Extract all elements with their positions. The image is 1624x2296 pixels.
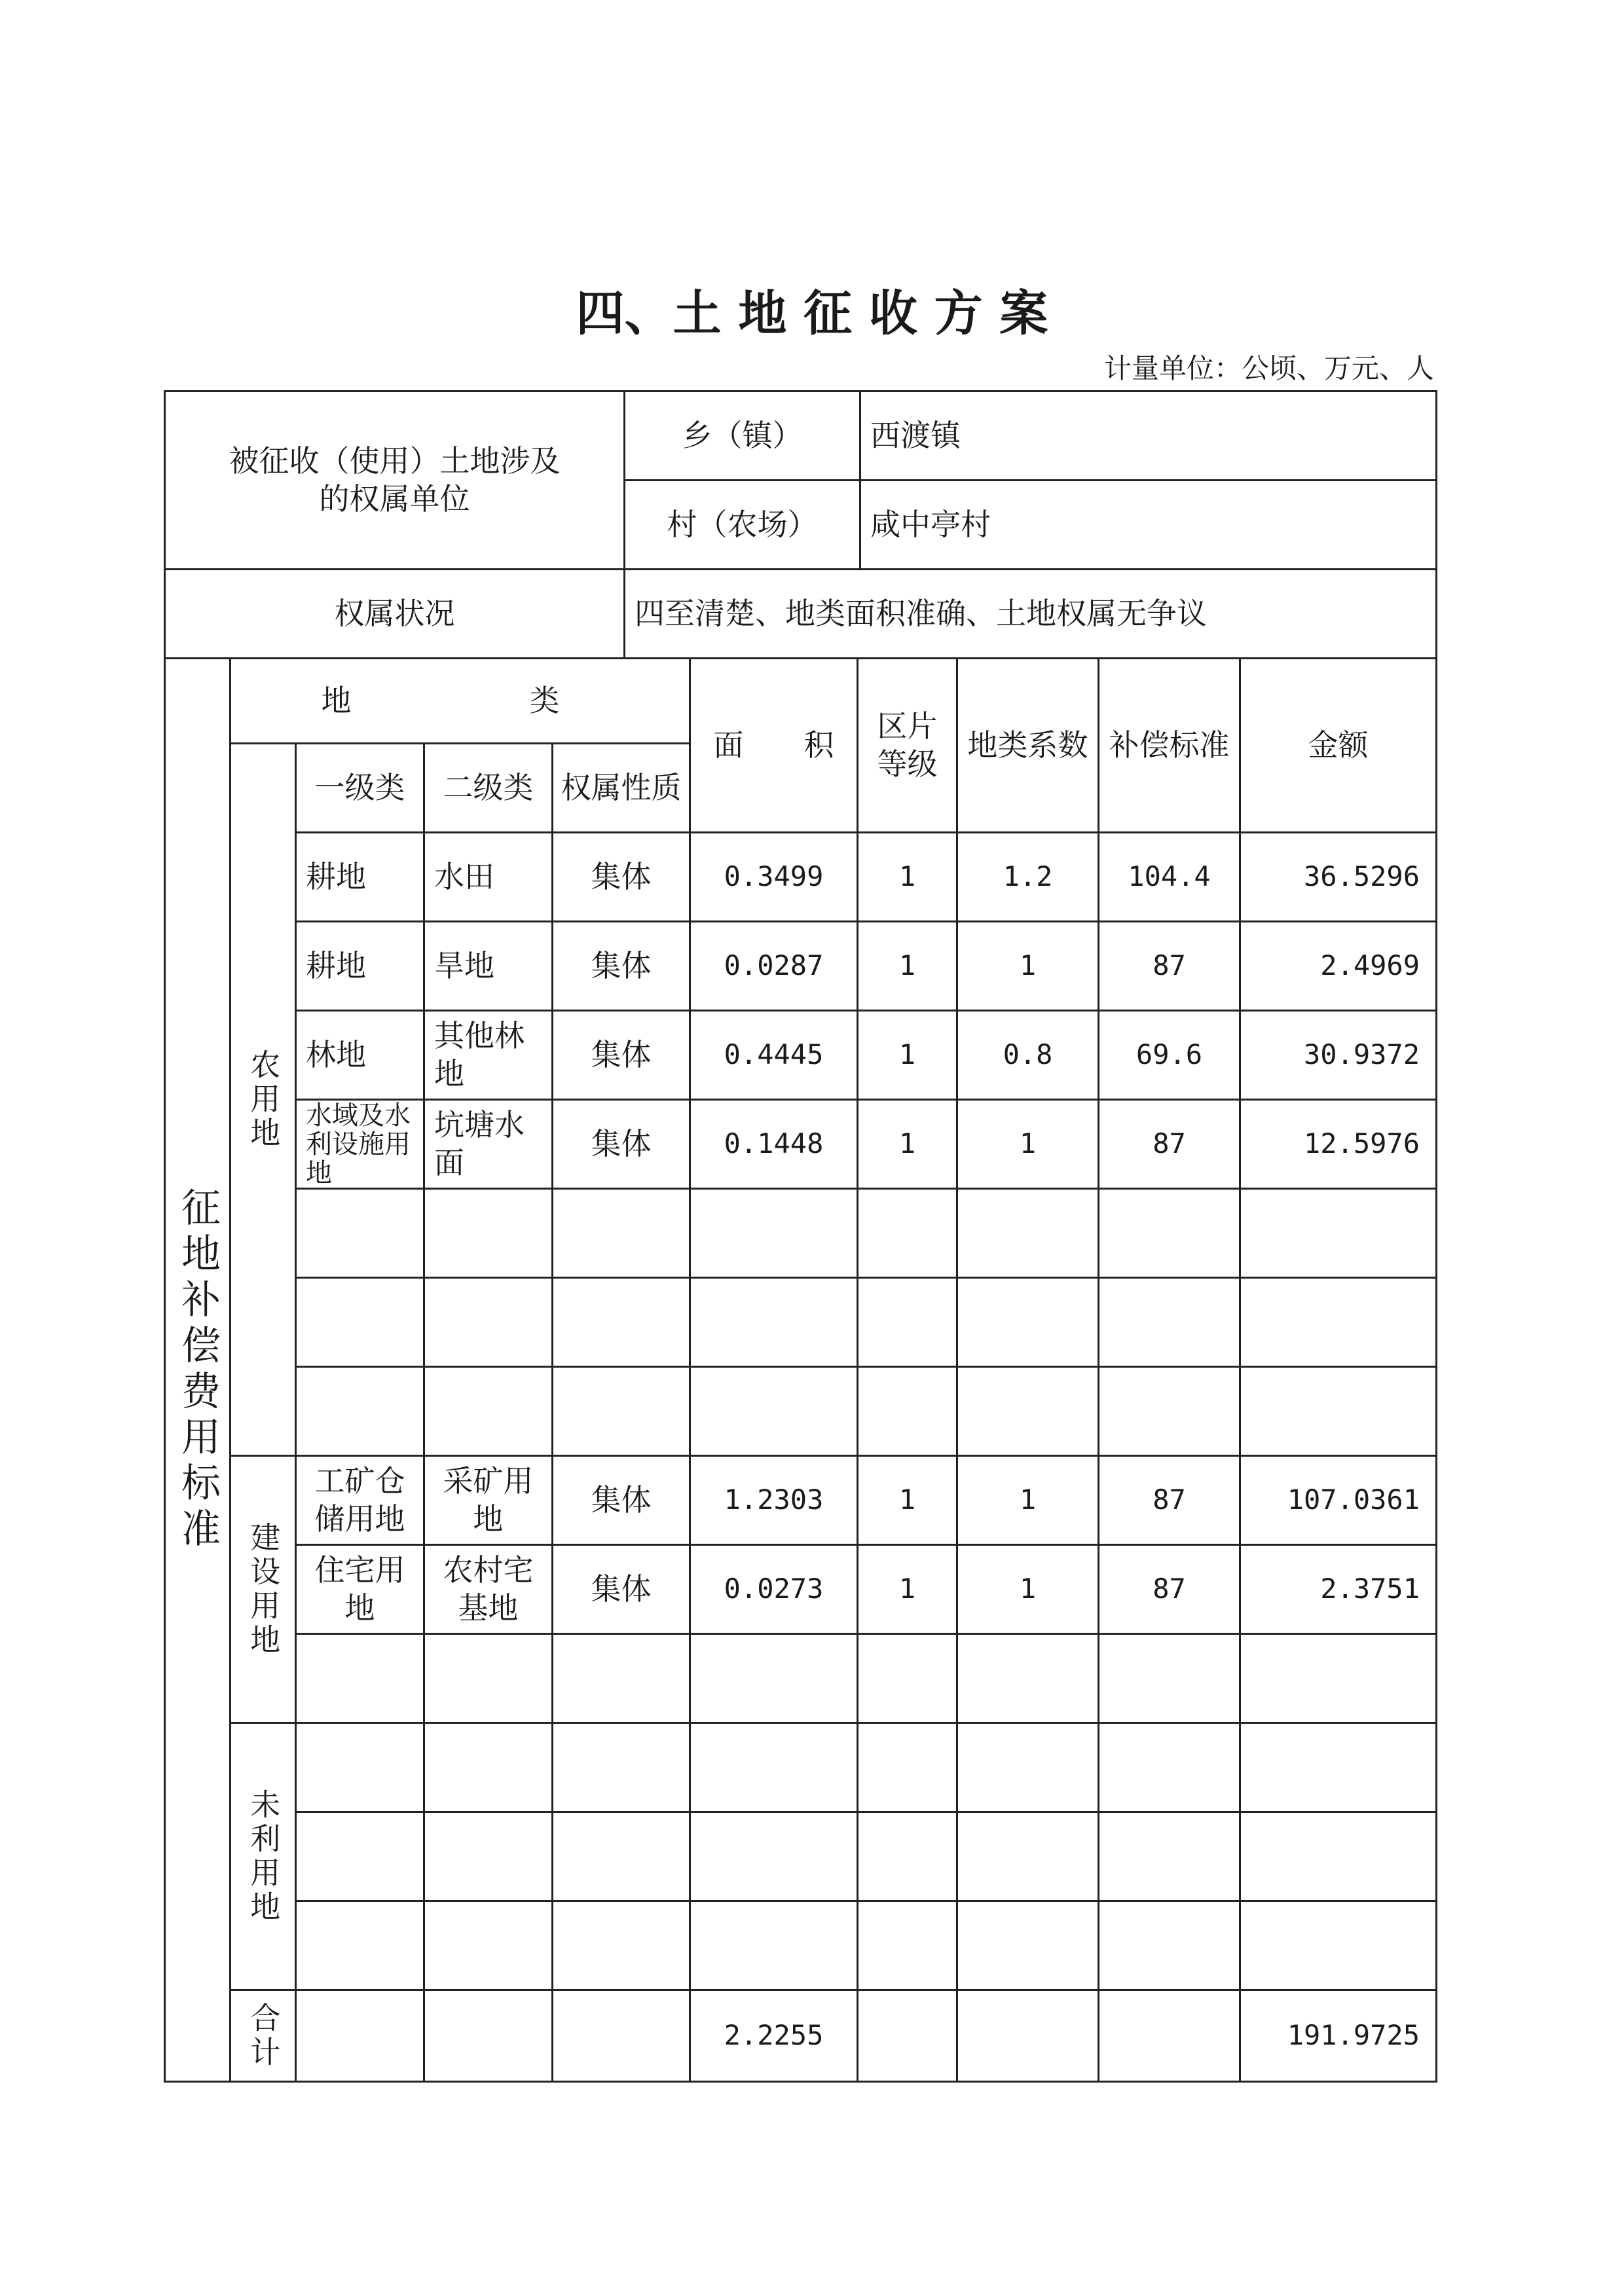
town-value: 西渡镇 — [860, 392, 1437, 481]
empty-row — [165, 1812, 1437, 1901]
cell-std: 87 — [1099, 1545, 1240, 1634]
cell-std: 104.4 — [1099, 833, 1240, 922]
village-label: 村（农场） — [625, 481, 860, 570]
cell-amount: 2.3751 — [1240, 1545, 1437, 1634]
cell-coef: 1.2 — [957, 833, 1099, 922]
cell-std: 69.6 — [1099, 1011, 1240, 1100]
total-area: 2.2255 — [690, 1990, 858, 2082]
cell-area: 0.0273 — [690, 1545, 858, 1634]
header-amount: 金额 — [1240, 659, 1437, 833]
land-expropriation-table — [164, 390, 1435, 2083]
town-label: 乡（镇） — [625, 392, 860, 481]
cell-area: 0.4445 — [690, 1011, 858, 1100]
header-coefficient: 地类系数 — [957, 659, 1099, 833]
cell-level1: 水域及水利设施用地 — [296, 1100, 424, 1189]
cell-coef: 1 — [957, 1456, 1099, 1545]
table-row — [165, 1011, 1437, 1100]
cell-grade: 1 — [858, 1545, 957, 1634]
cell-ownership: 集体 — [553, 1545, 690, 1634]
total-amount: 191.9725 — [1240, 1990, 1437, 2082]
header-comp-standard: 补偿标准 — [1099, 659, 1240, 833]
section-label: 征地补偿费用标准 — [165, 659, 231, 2082]
cell-grade: 1 — [858, 922, 957, 1011]
cell-area: 1.2303 — [690, 1456, 858, 1545]
ownership-status-label: 权属状况 — [165, 570, 625, 659]
table-row — [165, 1456, 1437, 1545]
compensation-table — [164, 657, 1437, 2083]
cell-level1: 工矿仓储用地 — [296, 1456, 424, 1545]
cell-level1: 耕地 — [296, 833, 424, 922]
group-construction: 建设用地 — [231, 1456, 296, 1723]
cell-grade: 1 — [858, 833, 957, 922]
page-title: 四、土 地 征 收 方 案 — [576, 285, 1048, 342]
total-label: 合计 — [231, 1990, 296, 2082]
cell-amount: 30.9372 — [1240, 1011, 1437, 1100]
cell-area: 0.1448 — [690, 1100, 858, 1189]
cell-level2: 水田 — [424, 833, 553, 922]
cell-ownership: 集体 — [553, 1100, 690, 1189]
cell-amount: 12.5976 — [1240, 1100, 1437, 1189]
ownership-status-value: 四至清楚、地类面积准确、土地权属无争议 — [625, 570, 1437, 659]
header-level1: 一级类 — [296, 744, 424, 833]
cell-grade: 1 — [858, 1100, 957, 1189]
ownership-unit-label: 被征收（使用）土地涉及的权属单位 — [165, 392, 625, 570]
empty-row — [165, 1367, 1437, 1456]
cell-ownership: 集体 — [553, 1456, 690, 1545]
cell-level1: 住宅用地 — [296, 1545, 424, 1634]
cell-coef: 1 — [957, 1545, 1099, 1634]
cell-amount: 2.4969 — [1240, 922, 1437, 1011]
cell-amount: 36.5296 — [1240, 833, 1437, 922]
empty-row — [165, 1723, 1437, 1812]
cell-level2: 坑塘水面 — [424, 1100, 553, 1189]
header-zone-grade: 区片等级 — [858, 659, 957, 833]
empty-row — [165, 1901, 1437, 1990]
cell-coef: 1 — [957, 922, 1099, 1011]
table-row — [165, 833, 1437, 922]
table-row — [165, 922, 1437, 1011]
cell-area: 0.0287 — [690, 922, 858, 1011]
cell-std: 87 — [1099, 922, 1240, 1011]
village-value: 咸中亭村 — [860, 481, 1437, 570]
cell-grade: 1 — [858, 1456, 957, 1545]
header-land-type: 地 类 — [231, 659, 690, 744]
group-unused: 未利用地 — [231, 1723, 296, 1990]
table-row — [165, 1545, 1437, 1634]
total-row — [165, 1990, 1437, 2082]
empty-row — [165, 1634, 1437, 1723]
cell-ownership: 集体 — [553, 833, 690, 922]
unit-note: 计量单位：公顷、万元、人 — [1103, 352, 1434, 384]
group-agricultural: 农用地 — [231, 744, 296, 1456]
cell-grade: 1 — [858, 1011, 957, 1100]
cell-area: 0.3499 — [690, 833, 858, 922]
empty-row — [165, 1189, 1437, 1278]
ownership-table — [164, 390, 1437, 659]
cell-level2: 旱地 — [424, 922, 553, 1011]
cell-level2: 其他林地 — [424, 1011, 553, 1100]
cell-amount: 107.0361 — [1240, 1456, 1437, 1545]
cell-ownership: 集体 — [553, 1011, 690, 1100]
cell-ownership: 集体 — [553, 922, 690, 1011]
header-ownership: 权属性质 — [553, 744, 690, 833]
cell-level2: 采矿用地 — [424, 1456, 553, 1545]
header-level2: 二级类 — [424, 744, 553, 833]
cell-level1: 林地 — [296, 1011, 424, 1100]
cell-coef: 0.8 — [957, 1011, 1099, 1100]
cell-std: 87 — [1099, 1100, 1240, 1189]
cell-std: 87 — [1099, 1456, 1240, 1545]
table-row — [165, 1100, 1437, 1189]
empty-row — [165, 1278, 1437, 1367]
cell-level2: 农村宅基地 — [424, 1545, 553, 1634]
header-area: 面 积 — [690, 659, 858, 833]
cell-level1: 耕地 — [296, 922, 424, 1011]
cell-coef: 1 — [957, 1100, 1099, 1189]
